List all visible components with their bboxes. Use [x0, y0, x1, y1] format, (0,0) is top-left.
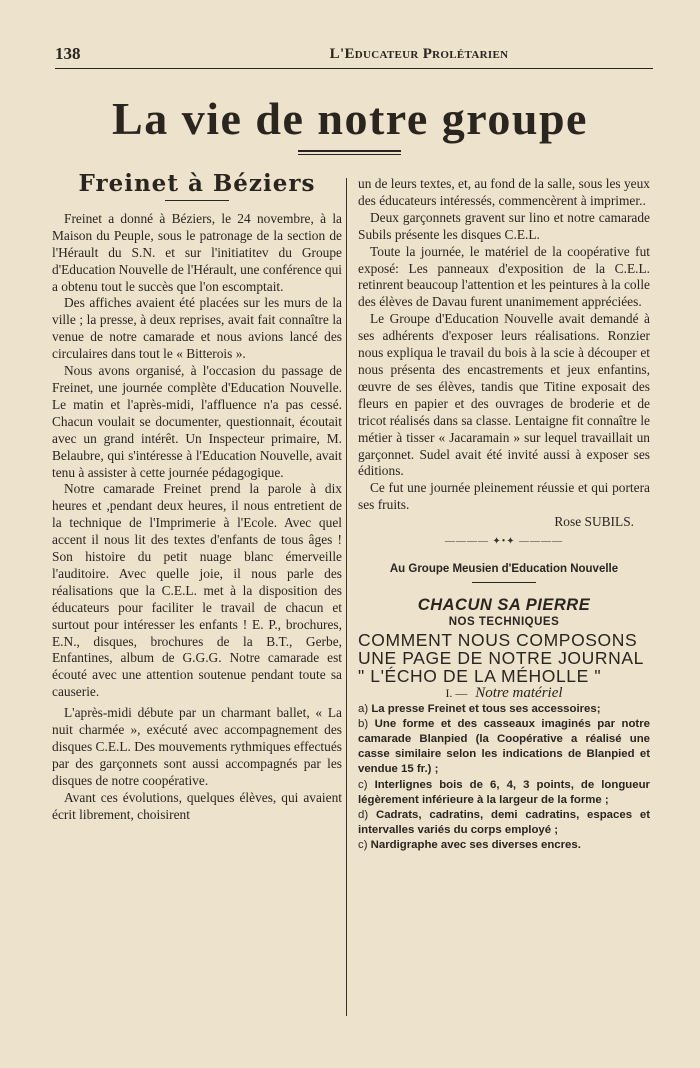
- header-rule: [55, 68, 653, 69]
- article-subtitle: COMMENT NOUS COMPOSONS UNE PAGE DE NOTRE JOURNAL " L'ÉCHO DE LA MÉHOLLE ": [358, 629, 644, 686]
- page-number: 138: [55, 44, 81, 63]
- running-title: L'Educateur Prolétarien: [329, 46, 509, 62]
- paragraph: Nous avons organisé, à l'occasion du passage de Freinet, une journée complète d'Education Nouvelle. Le matin et l'après-midi, l'affluence n'a pas cessé. Chacun voulait se documenter, questionnait, écoutait avec un grand intérêt. Un Inspecteur primaire, M. Belaubre, qui s'intéresse à l'Education Nouvelle, avait tenu à assister à cette journée pédagogique.: [52, 363, 342, 480]
- article-title: Freinet à Béziers: [78, 170, 316, 197]
- list-marker: b): [358, 717, 369, 730]
- list-item: [358, 778, 650, 808]
- section-heading: [358, 685, 650, 702]
- left-column: [52, 170, 343, 824]
- paragraph-continuation: un de leurs textes, et, au fond de la salle, sous les yeux des éducateurs intéressés, commencèrent à imprimer..: [358, 176, 650, 208]
- list-text: Une forme et des casseaux imaginés par notre camarade Blanpied (la Coopérative a réalisé une casse similaire selon les indications de Blanpied et vendue 15 fr.) ;: [358, 717, 650, 776]
- list-item: [358, 838, 650, 853]
- list-item: [358, 702, 650, 717]
- group-heading: Au Groupe Meusien d'Education Nouvelle: [389, 562, 619, 575]
- column-divider: [346, 178, 347, 1016]
- paragraph: Freinet a donné à Béziers, le 24 novembre, à la Maison du Peuple, sous le patronage de la section de l'Hérault du S.N. et sur l'initiatitev du Groupe d'Education Nouvelle de l'Hérault, une conférence qui a obtenu tout le succès que l'on escomptait.: [52, 210, 343, 294]
- list-marker: c): [358, 778, 368, 791]
- page-title: La vie de notre groupe: [112, 93, 588, 144]
- list-marker: d): [358, 808, 369, 821]
- list-marker: a): [358, 702, 369, 715]
- group-heading-rule: [472, 582, 536, 583]
- paragraph: Deux garçonnets gravent sur lino et notre camarade Subils présente les disques C.E.L.: [358, 209, 650, 242]
- paragraph: Le Groupe d'Education Nouvelle avait demandé à ses adhérents d'exposer leurs réalisations. Ronzier nous expliqua le travail du bois à la scie à découper et nous présenta des encastrements et jeux enfantins, œuvre de ses élèves, tandis que Titine exposait des fleurs en papier et des ouvrages de broderie et de tricot réalisés dans sa classe. Lentaigne fit connaître le métier à tisser « Jacaramain » sur lequel travaillait un garçonnet. Sudel avait été invité aussi à exposer ses éditions.: [358, 311, 650, 479]
- signature: Rose SUBILS.: [554, 514, 634, 530]
- paragraph: Toute la journée, le matériel de la coopérative fut exposé: Les panneaux d'exposition de la C.E.L. retinrent beaucoup l'attention et les peintures à la colle des élèves de Davau furent unanimement appréciées.: [358, 243, 650, 310]
- section-number: I. —: [445, 685, 468, 700]
- list-marker: c): [358, 839, 368, 852]
- rubric-title: CHACUN SA PIERRE: [417, 595, 591, 614]
- right-column: [358, 176, 650, 854]
- paragraph: Ce fut une journée pleinement réussie et qui portera ses fruits.: [358, 480, 650, 513]
- list-item: [358, 808, 650, 838]
- ornament-divider: ———— ✦•✦ ————: [444, 536, 564, 548]
- list-text: Nardigraphe avec ses diverses encres.: [370, 839, 581, 852]
- paragraph: Notre camarade Freinet prend la parole à dix heures et ,pendant deux heures, il nous entretient de la technique de l'Imprimerie à l'Ecole. Avec quel accent il nous lit des textes d'enfants de tous âges ! Son histoire du petit nuage blanc émerveille l'auditoire. Avec quelle joie, il nous parle des réalisations que la C.E.L. met à la disposition des éducateurs pour faciliter le travail de chacun et surtout pour intéresser les enfants ! E. P., brochures, E.N., disques, brochures de la B.T., Gerbe, Enfantines, album de G.G.G. Notre camarade est écouté avec une attention soutenue pendant toute sa causerie.: [52, 481, 342, 700]
- list-text: Interlignes bois de 6, 4, 3 points, de longueur légèrement inférieure à la largeur de la forme ;: [358, 778, 650, 806]
- running-header: [55, 44, 653, 66]
- section-label: Notre matériel: [475, 684, 563, 701]
- list-text: La presse Freinet et tous ses accessoires;: [371, 702, 601, 715]
- list-text: Cadrats, cadratins, demi cadratins, espaces et intervalles variés du corps employé ;: [358, 808, 650, 837]
- paragraph-continued: Avant ces évolutions, quelques élèves, qui avaient écrit librement, choisirent: [52, 789, 342, 822]
- list-item: [358, 717, 650, 778]
- title-rule: [298, 150, 401, 155]
- paragraph: Des affiches avaient été placées sur les murs de la ville ; la presse, à deux reprises, avait fait connaître la venue de notre camarade et nous avions lancé des circulaires dans tout le « Bitterois ».: [52, 295, 342, 362]
- rubric-subtitle: NOS TECHNIQUES: [448, 615, 560, 628]
- paragraph: L'après-midi débute par un charmant ballet, « La nuit charmée », exécuté avec accompagnement des disques C.E.L. Des mouvements rythmiques effectués par des garçonnets sont aussi accompagnés par les disques de notre coopérative.: [52, 705, 342, 788]
- article-title-rule: [165, 200, 229, 201]
